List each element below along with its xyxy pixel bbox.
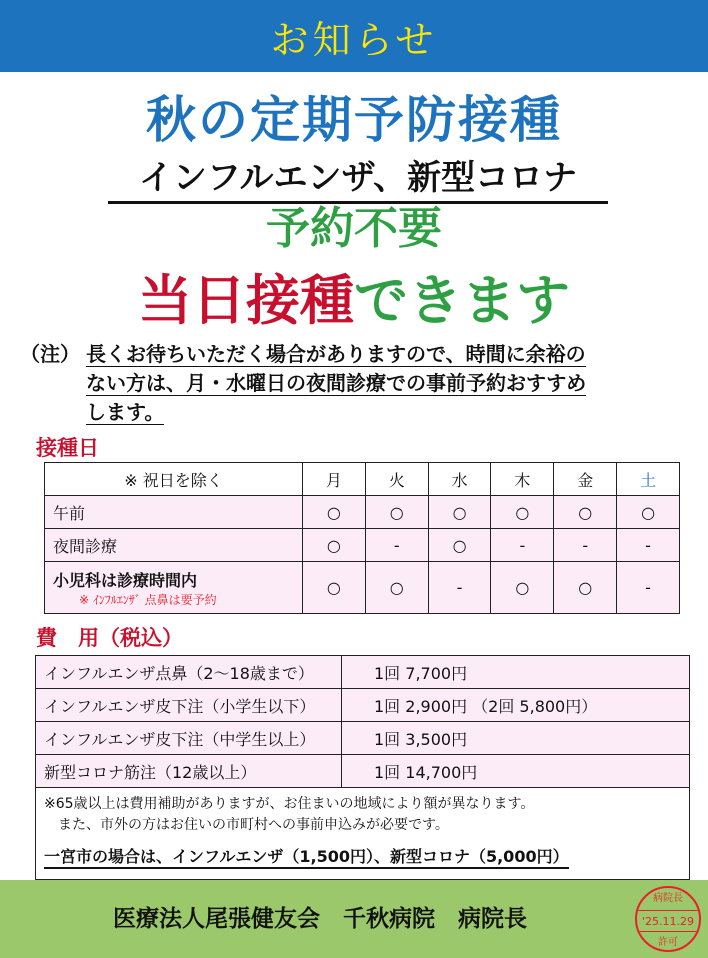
stamp-top: 病院長 — [653, 893, 683, 904]
header-cell: 水 — [428, 463, 491, 496]
fees-table — [35, 655, 690, 880]
subtitle: インフルエンザ、新型コロナ — [108, 150, 608, 204]
note — [20, 340, 700, 427]
row-sub-note: ※ ｲﾝﾌﾙｴﾝｻﾞ 点鼻は要予約 — [79, 592, 217, 607]
cell: - — [491, 529, 554, 562]
fee-note-2: また、市外の方はお住いの市町村への事前申込みが必要です。 — [44, 817, 449, 833]
fee-item: インフルエンザ点鼻（2～18歳まで） — [36, 656, 342, 689]
fee-notes — [36, 788, 690, 880]
note-line3: します。 — [86, 400, 165, 424]
schedule-table — [44, 462, 680, 614]
ichinomiya-note: 一宮市の場合は、インフルエンザ（1,500円）、新型コロナ（5,000円） — [44, 846, 569, 869]
cell: ○ — [365, 562, 428, 614]
cell: - — [617, 529, 680, 562]
header-cell: 金 — [554, 463, 617, 496]
header-cell: 月 — [303, 463, 366, 496]
cell: ○ — [303, 562, 366, 614]
same-day-red: 当日接種 — [138, 269, 354, 332]
fee-notes-row — [36, 788, 690, 880]
stamp-bottom: 許可 — [658, 937, 678, 948]
header-cell: 木 — [491, 463, 554, 496]
cell: ○ — [365, 496, 428, 529]
table-header-row — [45, 463, 680, 496]
row-label: 夜間診療 — [45, 529, 303, 562]
table-row — [36, 755, 690, 788]
page-title: 秋の定期予防接種 — [146, 91, 562, 149]
row-label-text: 小児科は診療時間内 — [53, 570, 198, 590]
fee-item: インフルエンザ皮下注（小学生以下） — [36, 689, 342, 722]
schedule-heading: 接種日 — [36, 436, 99, 460]
approval-stamp — [635, 886, 701, 952]
cell: ○ — [428, 529, 491, 562]
cell: - — [365, 529, 428, 562]
table-row — [36, 656, 690, 689]
same-day-green: できます — [354, 269, 570, 332]
cell: ○ — [554, 562, 617, 614]
cell: - — [554, 529, 617, 562]
cell: - — [617, 562, 680, 614]
table-row — [45, 529, 680, 562]
header-cell: 火 — [365, 463, 428, 496]
table-row — [36, 689, 690, 722]
cell: ○ — [428, 496, 491, 529]
cell: ○ — [617, 496, 680, 529]
fee-price: 1回 14,700円 — [342, 755, 690, 788]
header-cell: 土 — [617, 463, 680, 496]
stamp-date: '25.11.29 — [637, 910, 699, 932]
row-label: 午前 — [45, 496, 303, 529]
cell: ○ — [491, 562, 554, 614]
fee-price: 1回 3,500円 — [342, 722, 690, 755]
note-label: （注） — [20, 342, 80, 366]
cell: ○ — [554, 496, 617, 529]
cell: - — [428, 562, 491, 614]
fee-price: 1回 7,700円 — [342, 656, 690, 689]
footer-text: 医療法人尾張健友会 千秋病院 病院長 — [113, 906, 527, 932]
table-row — [36, 722, 690, 755]
note-line1: 長くお待ちいただく場合がありますので、時間に余裕の — [86, 342, 586, 366]
fee-item: インフルエンザ皮下注（中学生以上） — [36, 722, 342, 755]
fee-item: 新型コロナ筋注（12歳以上） — [36, 755, 342, 788]
cell: ○ — [303, 529, 366, 562]
no-reservation: 予約不要 — [266, 203, 442, 254]
header-title: お知らせ — [270, 17, 438, 62]
same-day-notice — [0, 258, 708, 335]
note-line2: ない方は、月・水曜日の夜間診療での事前予約おすすめ — [86, 371, 587, 395]
table-row — [45, 562, 680, 614]
row-label — [45, 562, 303, 614]
cell: ○ — [491, 496, 554, 529]
table-row — [45, 496, 680, 529]
fees-heading: 費 用（税込） — [36, 626, 183, 650]
header-cell: ※ 祝日を除く — [45, 463, 303, 496]
fee-price: 1回 2,900円 （2回 5,800円） — [342, 689, 690, 722]
fee-note-1: ※65歳以上は費用補助がありますが、お住まいの地域により額が異なります。 — [44, 796, 535, 812]
header-banner — [0, 0, 708, 72]
cell: ○ — [303, 496, 366, 529]
